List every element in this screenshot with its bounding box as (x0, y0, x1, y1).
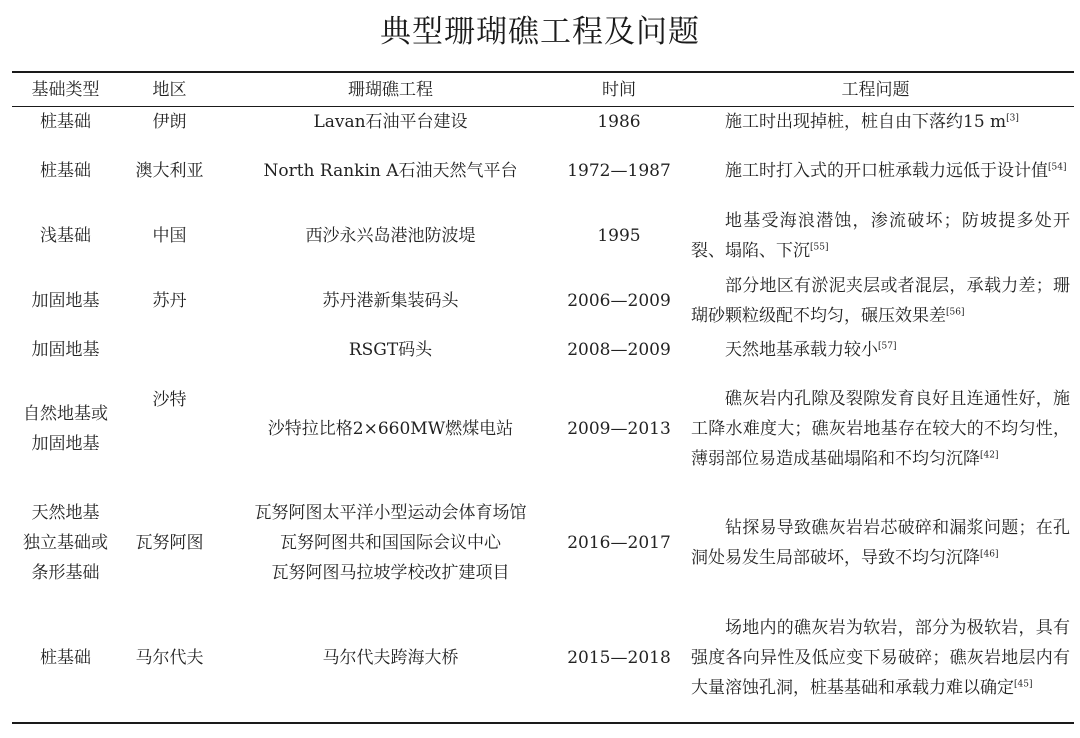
cell-time: 2009—2013 (567, 419, 671, 439)
cell-problem: 施工时出现掉桩，桩自由下落约15 m[3] (725, 112, 1019, 133)
cell-time: 1995 (597, 226, 641, 246)
cell-problem: 施工时打入式的开口桩承载力远低于设计值[54] (725, 161, 1067, 181)
cell-problem: 天然地基承载力较小[57] (725, 340, 897, 360)
cell-project: 马尔代夫跨海大桥 (322, 647, 459, 668)
cell-time: 2008—2009 (567, 340, 671, 360)
cell-time: 1972—1987 (567, 161, 671, 181)
reference-mark: [3] (1006, 113, 1019, 124)
cell-problem: 地基受海浪潜蚀，渗流破坏；防坡提多处开裂、塌陷、下沉[55] (691, 211, 1070, 261)
reference-mark: [45] (1014, 678, 1033, 689)
cell-project: 苏丹港新集装码头 (322, 290, 459, 311)
header-region: 地区 (152, 79, 187, 100)
cell-problem: 部分地区有淤泥夹层或者混层，承载力差；珊瑚砂颗粒级配不均匀，碾压效果差[56] (691, 275, 1070, 326)
engineering-table (12, 71, 1074, 724)
table-row (12, 492, 1074, 594)
cell-type: 加固地基 (31, 290, 100, 311)
cell-region: 伊朗 (152, 112, 187, 133)
cell-region: 马尔代夫 (135, 647, 204, 668)
cell-project: 西沙永兴岛港池防波堤 (305, 226, 476, 246)
cell-project: 瓦努阿图太平洋小型运动会体育场馆 瓦努阿图共和国国际会议中心 瓦努阿图马拉坡学校改扩建项目 (254, 502, 527, 583)
cell-type: 桩基础 (40, 647, 91, 668)
cell-project: Lavan石油平台建设 (313, 112, 468, 133)
cell-type: 天然地基 独立基础或 条形基础 (23, 502, 108, 583)
table-row (12, 334, 1074, 367)
header-time: 时间 (602, 79, 636, 100)
cell-time: 1986 (597, 112, 641, 133)
table-row (12, 367, 1074, 492)
table-row (12, 205, 1074, 268)
cell-time: 2015—2018 (567, 647, 671, 668)
cell-project: 沙特拉比格2×660MW燃煤电站 (267, 419, 514, 439)
cell-region: 澳大利亚 (135, 161, 204, 181)
cell-problem: 场地内的礁灰岩为软岩，部分为极软岩，具有强度各向异性及低应变下易破碎；礁灰岩地层内有大量溶蚀孔洞，桩基基础和承载力难以确定[45] (691, 617, 1070, 698)
reference-mark: [56] (946, 306, 965, 317)
cell-type: 浅基础 (40, 226, 91, 246)
cell-region: 瓦努阿图 (135, 532, 204, 553)
reference-mark: [42] (980, 450, 999, 461)
cell-project: RSGT码头 (348, 340, 433, 360)
page-title: 典型珊瑚礁工程及问题 (380, 14, 700, 50)
cell-problem: 礁灰岩内孔隙及裂隙发育良好且连通性好，施工降水难度大；礁灰岩地基存在较大的不均匀性，薄弱部位易造成基础塌陷和不均匀沉降[42] (691, 389, 1070, 469)
cell-type: 加固地基 (31, 340, 100, 360)
cell-time: 2016—2017 (567, 532, 671, 553)
header-problem: 工程问题 (841, 79, 910, 100)
cell-region: 中国 (152, 226, 187, 246)
cell-region: 沙特 (152, 389, 187, 410)
table-row (12, 268, 1074, 334)
reference-mark: [57] (878, 341, 897, 352)
table-row (12, 107, 1074, 138)
cell-problem: 钻探易导致礁灰岩岩芯破碎和漏浆问题；在孔洞处易发生局部破坏，导致不均匀沉降[46] (691, 517, 1070, 568)
cell-type: 桩基础 (40, 161, 91, 181)
table-row (12, 594, 1074, 723)
cell-project: North Rankin A石油天然气平台 (263, 161, 518, 181)
cell-region (119, 334, 220, 367)
cell-region: 苏丹 (152, 290, 187, 311)
table-header-row (12, 72, 1074, 107)
reference-mark: [54] (1048, 162, 1067, 173)
header-foundation-type: 基础类型 (31, 79, 100, 100)
cell-type: 桩基础 (40, 112, 91, 133)
cell-time: 2006—2009 (567, 290, 671, 311)
table-row (12, 138, 1074, 205)
reference-mark: [55] (810, 242, 829, 253)
cell-type: 自然地基或 加固地基 (23, 404, 108, 454)
reference-mark: [46] (980, 548, 999, 559)
header-project: 珊瑚礁工程 (348, 79, 433, 100)
